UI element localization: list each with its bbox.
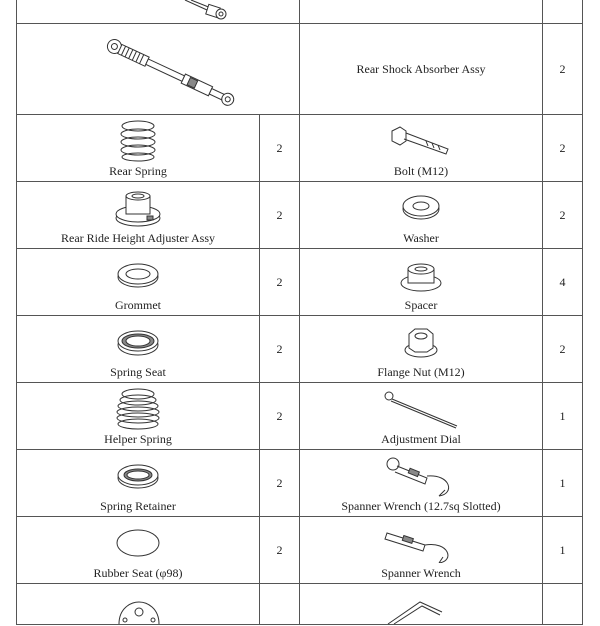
table-row bbox=[17, 383, 583, 450]
parts-cell bbox=[17, 316, 260, 383]
item-qty: 1 bbox=[559, 408, 566, 423]
slotted-spanner-wrench-icon bbox=[381, 454, 461, 498]
parts-cell bbox=[17, 24, 300, 115]
item-qty: 2 bbox=[276, 207, 283, 222]
item-name: Rear Shock Absorber Assy bbox=[356, 61, 486, 76]
rear-shock-absorber-icon bbox=[87, 26, 247, 116]
qty-cell bbox=[260, 115, 300, 182]
mount-plate-icon bbox=[109, 596, 169, 626]
flange-nut-icon bbox=[401, 324, 441, 360]
parts-cell bbox=[300, 316, 543, 383]
shock-absorber-bottom-icon bbox=[177, 0, 237, 24]
item-name: Grommet bbox=[115, 298, 161, 312]
qty-cell bbox=[260, 517, 300, 584]
item-name: Spring Retainer bbox=[100, 499, 176, 513]
rear-shock-name-cell bbox=[300, 24, 543, 115]
parts-cell bbox=[17, 450, 260, 517]
parts-table bbox=[16, 0, 583, 625]
parts-cell bbox=[17, 517, 260, 584]
item-qty: 2 bbox=[276, 475, 283, 490]
instruction-sheet-icon bbox=[380, 596, 450, 626]
item-name: Helper Spring bbox=[104, 432, 172, 446]
spacer-icon bbox=[396, 257, 446, 293]
parts-cell bbox=[300, 383, 543, 450]
qty-cell bbox=[543, 383, 583, 450]
qty-cell bbox=[260, 584, 300, 625]
item-name: Spring Seat bbox=[110, 365, 166, 379]
item-qty: 1 bbox=[559, 542, 566, 557]
item-name: Spanner Wrench bbox=[381, 566, 461, 580]
item-name: Rubber Seat (φ98) bbox=[93, 566, 183, 580]
item-qty: 2 bbox=[559, 341, 566, 356]
rubber-seat-icon bbox=[113, 526, 163, 560]
qty-cell bbox=[260, 316, 300, 383]
item-qty: 2 bbox=[276, 140, 283, 155]
qty-cell bbox=[543, 316, 583, 383]
item-qty: 2 bbox=[276, 542, 283, 557]
parts-cell bbox=[17, 383, 260, 450]
parts-cell bbox=[17, 0, 300, 24]
washer-icon bbox=[399, 193, 443, 223]
item-qty: 2 bbox=[276, 274, 283, 289]
table-row bbox=[17, 517, 583, 584]
parts-cell bbox=[17, 182, 260, 249]
qty-cell bbox=[543, 584, 583, 625]
table-row bbox=[17, 450, 583, 517]
ride-height-adjuster-icon bbox=[113, 188, 163, 228]
parts-cell bbox=[17, 115, 260, 182]
table-row bbox=[17, 0, 583, 24]
table-row bbox=[17, 182, 583, 249]
parts-cell bbox=[300, 115, 543, 182]
table-row bbox=[17, 115, 583, 182]
spring-seat-icon bbox=[113, 325, 163, 359]
parts-cell bbox=[17, 584, 260, 625]
item-name: Rear Ride Height Adjuster Assy bbox=[61, 231, 215, 245]
table-row bbox=[17, 249, 583, 316]
parts-cell bbox=[300, 182, 543, 249]
qty-cell bbox=[260, 249, 300, 316]
spring-retainer-icon bbox=[113, 459, 163, 493]
item-name: Flange Nut (M12) bbox=[377, 365, 465, 379]
qty-cell bbox=[543, 0, 583, 24]
qty-cell bbox=[260, 182, 300, 249]
item-name: Bolt (M12) bbox=[393, 164, 449, 178]
item-qty: 2 bbox=[276, 408, 283, 423]
qty-cell bbox=[260, 450, 300, 517]
parts-cell bbox=[17, 249, 260, 316]
qty-cell bbox=[543, 249, 583, 316]
qty-cell bbox=[543, 115, 583, 182]
qty-cell bbox=[260, 383, 300, 450]
qty-cell bbox=[543, 24, 583, 115]
qty-cell bbox=[543, 182, 583, 249]
parts-cell bbox=[300, 584, 543, 625]
item-qty: 2 bbox=[559, 207, 566, 222]
parts-cell bbox=[300, 450, 543, 517]
item-name: Spacer bbox=[404, 298, 438, 312]
table-row bbox=[17, 584, 583, 625]
parts-cell bbox=[300, 517, 543, 584]
item-name: Spanner Wrench (12.7sq Slotted) bbox=[341, 499, 501, 513]
qty-cell bbox=[543, 450, 583, 517]
bolt-icon bbox=[386, 121, 456, 161]
item-qty: 4 bbox=[559, 274, 566, 289]
table-row bbox=[17, 24, 583, 115]
item-name: Washer bbox=[403, 231, 439, 245]
table-row bbox=[17, 316, 583, 383]
spanner-wrench-icon bbox=[381, 523, 461, 563]
qty-cell bbox=[543, 517, 583, 584]
parts-cell bbox=[300, 249, 543, 316]
parts-cell bbox=[300, 0, 543, 24]
item-qty: 1 bbox=[559, 475, 566, 490]
item-name: Rear Spring bbox=[109, 164, 167, 178]
adjustment-dial-icon bbox=[379, 388, 463, 430]
item-qty: 2 bbox=[276, 341, 283, 356]
item-name: Adjustment Dial bbox=[381, 432, 461, 446]
item-qty: 2 bbox=[559, 140, 566, 155]
item-qty: 2 bbox=[559, 61, 566, 76]
helper-spring-icon bbox=[114, 387, 162, 431]
rear-spring-icon bbox=[116, 120, 160, 162]
grommet-icon bbox=[113, 258, 163, 292]
